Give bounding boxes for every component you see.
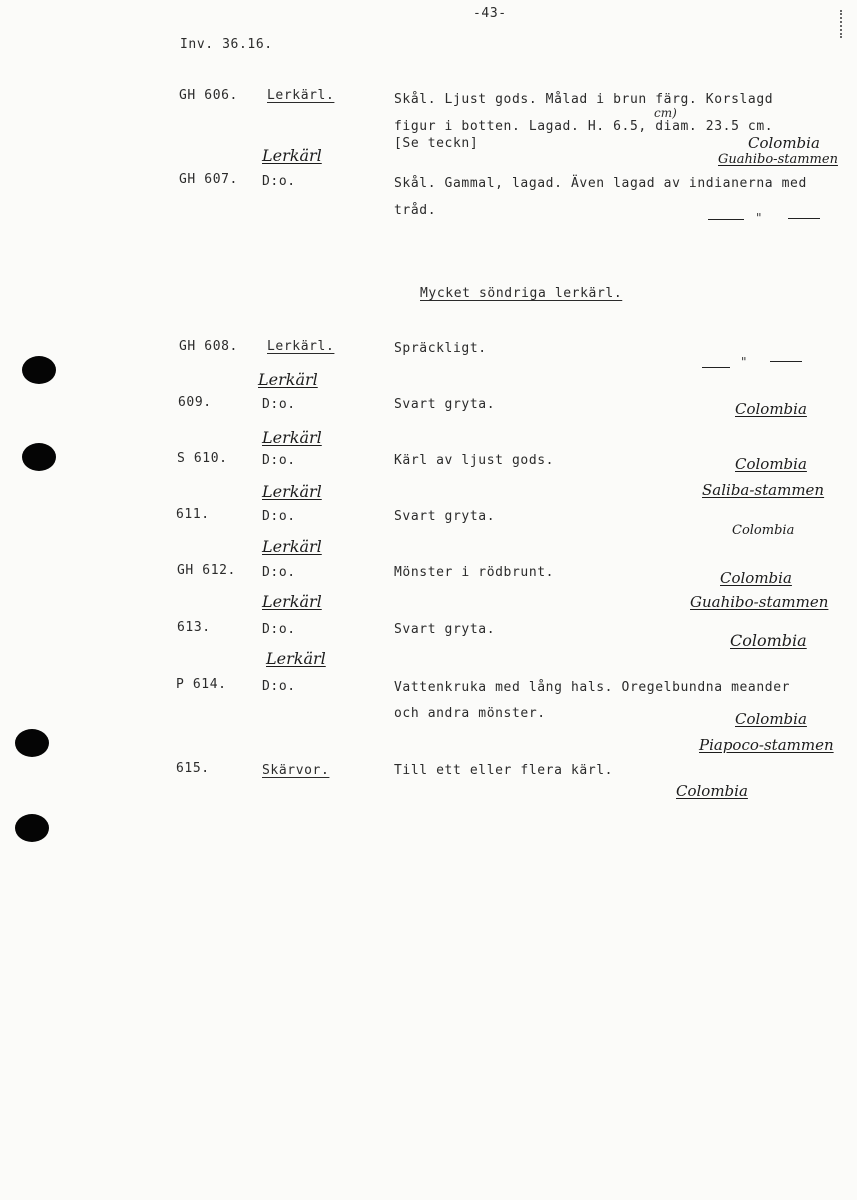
handwritten-place: Colombia xyxy=(748,134,820,152)
description-line: figur i botten. Lagad. H. 6.5, diam. 23.5 cm. xyxy=(394,119,774,134)
description-line: Till ett eller flera kärl. xyxy=(394,763,614,778)
section-heading: Mycket söndriga lerkärl. xyxy=(420,286,623,301)
ditto-dash xyxy=(770,361,802,362)
catalog-number: 611. xyxy=(176,507,210,522)
annotation-cm: cm) xyxy=(654,106,677,120)
object-type: D:o. xyxy=(262,509,296,524)
description-line: [Se teckn] xyxy=(394,136,479,151)
handwritten-place: Colombia xyxy=(735,400,807,418)
description-line: Spräckligt. xyxy=(394,341,487,356)
handwritten-type: Lerkärl xyxy=(262,428,322,447)
handwritten-place: Colombia xyxy=(735,710,807,728)
page-number: -43- xyxy=(473,6,507,21)
object-type: Lerkärl. xyxy=(267,88,335,103)
edge-mark xyxy=(840,10,844,38)
object-type: D:o. xyxy=(262,174,296,189)
description-line: Vattenkruka med lång hals. Oregelbundna meander xyxy=(394,680,791,695)
ditto-dash xyxy=(702,367,730,368)
handwritten-place: Colombia xyxy=(732,523,795,538)
punch-hole xyxy=(15,814,49,842)
ditto-dash xyxy=(788,218,820,219)
ditto-mark: " xyxy=(741,355,747,369)
object-type: D:o. xyxy=(262,679,296,694)
handwritten-type: Lerkärl xyxy=(262,537,322,556)
punch-hole xyxy=(15,729,49,757)
description-line: Kärl av ljust gods. xyxy=(394,453,555,468)
catalog-number: S 610. xyxy=(177,451,228,466)
object-type: D:o. xyxy=(262,397,296,412)
ditto-dash xyxy=(708,219,744,220)
handwritten-place: Colombia xyxy=(676,782,748,800)
handwritten-tribe: Guahibo-stammen xyxy=(690,593,829,611)
handwritten-type: Lerkärl xyxy=(266,649,326,668)
description-line: Svart gryta. xyxy=(394,622,496,637)
catalog-number: P 614. xyxy=(176,677,227,692)
catalog-number: GH 606. xyxy=(179,88,238,103)
description-line: Svart gryta. xyxy=(394,397,496,412)
catalog-number: GH 607. xyxy=(179,172,238,187)
object-type: Skärvor. xyxy=(262,763,330,778)
catalog-number: 615. xyxy=(176,761,210,776)
punch-hole xyxy=(22,443,56,471)
handwritten-place: Colombia xyxy=(735,455,807,473)
handwritten-type: Lerkärl xyxy=(258,370,318,389)
handwritten-type: Lerkärl xyxy=(262,146,322,165)
catalog-number: 609. xyxy=(178,395,212,410)
object-type: D:o. xyxy=(262,622,296,637)
punch-hole xyxy=(22,356,56,384)
handwritten-tribe: Piapoco-stammen xyxy=(699,736,834,754)
handwritten-tribe: Saliba-stammen xyxy=(702,481,825,499)
description-line: Skål. Ljust gods. Målad i brun färg. Korslagd xyxy=(394,92,774,107)
catalog-number: GH 612. xyxy=(177,563,236,578)
object-type: D:o. xyxy=(262,565,296,580)
catalog-number: 613. xyxy=(177,620,211,635)
catalog-number: GH 608. xyxy=(179,339,238,354)
handwritten-place: Colombia xyxy=(730,631,807,650)
ditto-mark: " xyxy=(756,211,762,225)
handwritten-tribe: Guahibo-stammen xyxy=(718,152,838,167)
object-type: Lerkärl. xyxy=(267,339,335,354)
description-line: och andra mönster. xyxy=(394,706,546,721)
handwritten-type: Lerkärl xyxy=(262,592,322,611)
description-line: Mönster i rödbrunt. xyxy=(394,565,555,580)
description-line: Svart gryta. xyxy=(394,509,496,524)
handwritten-type: Lerkärl xyxy=(262,482,322,501)
inventory-number: Inv. 36.16. xyxy=(180,37,273,52)
handwritten-place: Colombia xyxy=(720,569,792,587)
object-type: D:o. xyxy=(262,453,296,468)
description-line: tråd. xyxy=(394,203,437,218)
description-line: Skål. Gammal, lagad. Även lagad av indianerna med xyxy=(394,176,807,191)
